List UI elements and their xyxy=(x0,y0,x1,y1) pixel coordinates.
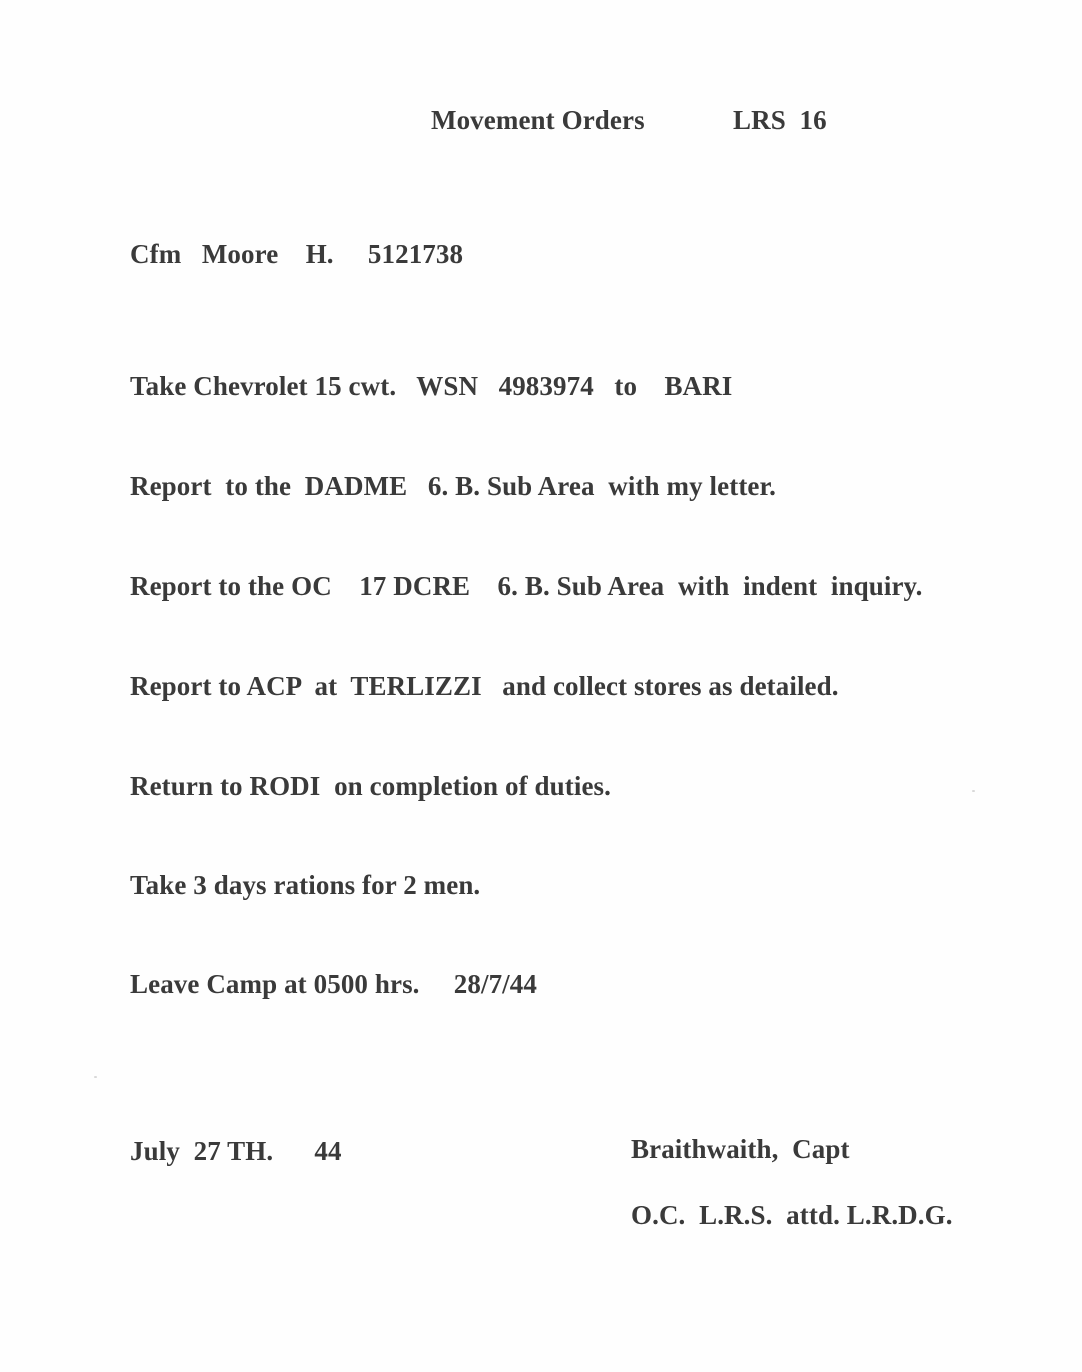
instruction-line: Report to the OC 17 DCRE 6. B. Sub Area with indent inquiry. xyxy=(130,571,923,601)
instruction-line: Take 3 days rations for 2 men. xyxy=(130,870,481,900)
paper-speck xyxy=(94,1076,97,1078)
instruction-line: Leave Camp at 0500 hrs. 28/7/44 xyxy=(130,969,537,999)
document-title: Movement Orders xyxy=(431,105,645,135)
signature-name: Braithwaith, Capt xyxy=(631,1134,850,1164)
instruction-line: Take Chevrolet 15 cwt. WSN 4983974 to BARI xyxy=(130,371,733,401)
issue-date: July 27 TH. 44 xyxy=(130,1136,342,1166)
instruction-line: Report to ACP at TERLIZZI and collect stores as detailed. xyxy=(130,671,839,701)
instruction-line: Report to the DADME 6. B. Sub Area with my letter. xyxy=(130,471,776,501)
signature-title: O.C. L.R.S. attd. L.R.D.G. xyxy=(631,1200,953,1230)
document-reference: LRS 16 xyxy=(733,105,827,135)
paper-speck xyxy=(972,790,975,792)
instruction-line: Return to RODI on completion of duties. xyxy=(130,771,611,801)
recipient-line: Cfm Moore H. 5121738 xyxy=(130,239,464,269)
